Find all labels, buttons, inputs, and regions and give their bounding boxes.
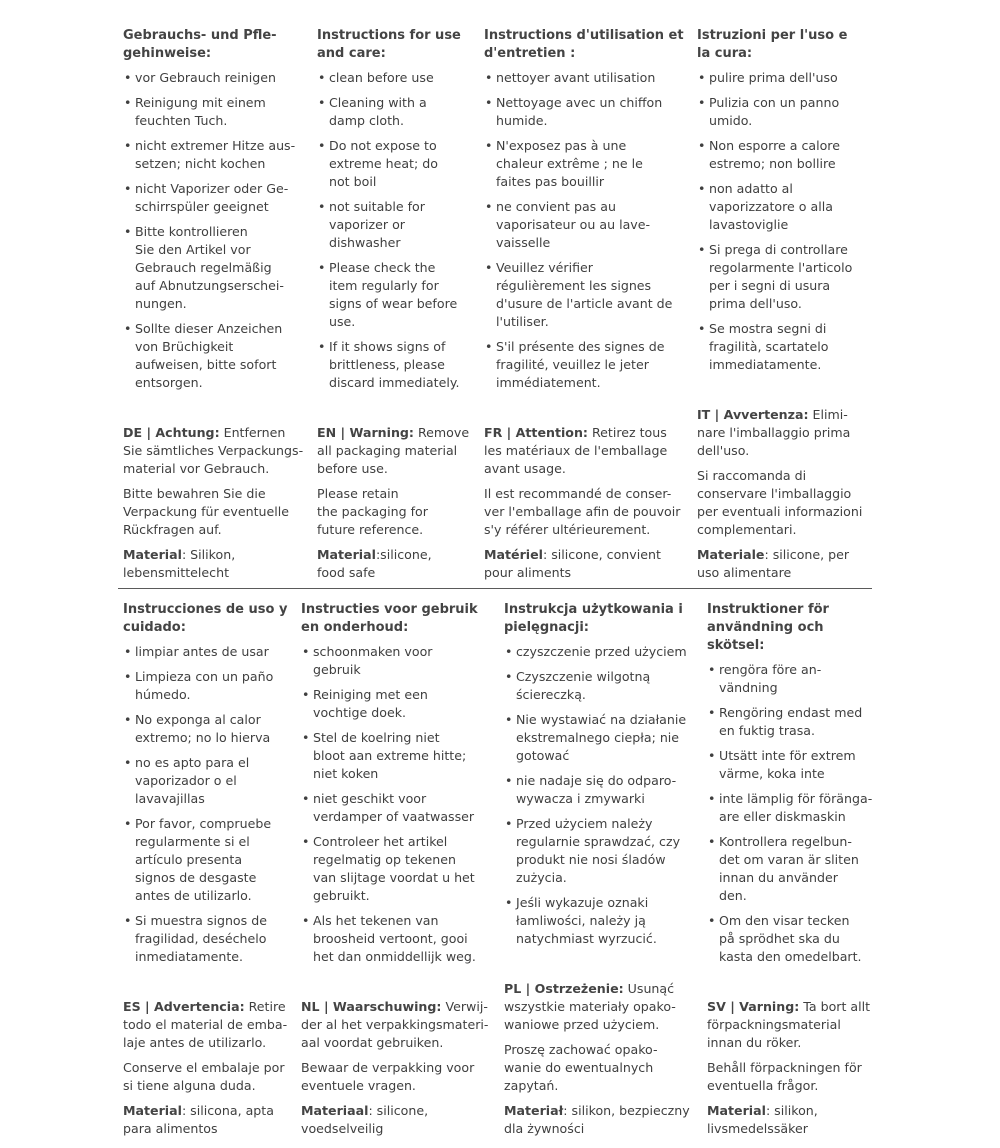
list-item: • Do not expose to extreme heat; do not boil (317, 137, 477, 191)
sv-retain-text: Behåll förpackningen för eventuella frågor. (707, 1060, 862, 1093)
fr-warning-label: FR | Attention: (484, 425, 588, 440)
pl-warning-text: Usunąć wszystkie materiały opako- waniowe przed użyciem. (504, 981, 676, 1032)
fr-instructions-title: Instructions d'utilisation et d'entretien : (484, 28, 684, 61)
list-item: • Pulizia con un panno umido. (697, 94, 875, 130)
pl-material-label: Materiał (504, 1103, 564, 1118)
nl-instructions-list (301, 643, 496, 966)
en-warning-text: Remove all packaging material before use. (317, 425, 470, 476)
sv-warning-block (707, 998, 887, 1145)
list-item: • inte lämplig för föränga- are eller diskmaskin (707, 790, 882, 826)
pl-instructions-list (504, 643, 699, 948)
es-warning-label: ES | Advertencia: (123, 999, 245, 1014)
fr-instructions-list (484, 69, 689, 392)
en-instructions-list (317, 69, 477, 392)
list-item: • no es apto para el vaporizador o el lavavajillas (123, 754, 293, 808)
list-item: • Se mostra segni di fragilità, scartatelo immediatamente. (697, 320, 875, 374)
es-instructions-title: Instrucciones de uso y cuidado: (123, 602, 288, 635)
es-material (123, 1102, 293, 1138)
es-retain-text: Conserve el embalaje por si tiene alguna duda. (123, 1060, 285, 1093)
en-warning-label: EN | Warning: (317, 425, 414, 440)
it-warning (697, 406, 877, 460)
list-item: • nettoyer avant utilisation (484, 69, 689, 87)
list-item: • pulire prima dell'uso (697, 69, 875, 87)
fr-warning (484, 424, 689, 478)
de-warning-block (123, 424, 308, 589)
list-item: • limpiar antes de usar (123, 643, 293, 661)
sv-material-text: : silikon, livsmedelssäker (707, 1103, 818, 1136)
list-item: • Kontrollera regelbun- det om varan är sliten innan du använder den. (707, 833, 882, 905)
es-warning-text: Retire todo el material de emba- laje antes de utilizarlo. (123, 999, 288, 1050)
en-material-text: :silicone, food safe (317, 547, 432, 580)
list-item: • Als het tekenen van broosheid vertoont, gooi het dan onmiddellijk weg. (301, 912, 496, 966)
list-item: • nicht extremer Hitze aus- setzen; nicht kochen (123, 137, 303, 173)
nl-material-label: Materiaal (301, 1103, 369, 1118)
list-item: • N'exposez pas à une chaleur extrême ; ne le faites pas bouillir (484, 137, 689, 191)
nl-material-text: : silicone, voedselveilig (301, 1103, 429, 1136)
en-material-label: Material (317, 547, 376, 562)
column-pl-instructions (504, 601, 699, 955)
list-item: • Reinigung mit einem feuchten Tuch. (123, 94, 303, 130)
column-fr-instructions (484, 27, 689, 399)
de-material-label: Material (123, 547, 182, 562)
list-item: • Veuillez vérifier régulièrement les signes d'usure de l'article avant de l'utiliser. (484, 259, 689, 331)
list-item: • Por favor, compruebe regularmente si el artículo presenta signos de desgaste antes de utilizarlo. (123, 815, 293, 905)
column-nl-instructions (301, 601, 496, 973)
en-warning (317, 424, 477, 478)
list-item: • Controleer het artikel regelmatig op tekenen van slijtage voordat u het gebruikt. (301, 833, 496, 905)
list-item: • Si prega di controllare regolarmente l'articolo per i segni di usura prima dell'uso. (697, 241, 875, 313)
list-item: • not suitable for vaporizer or dishwasher (317, 198, 477, 252)
pl-warning (504, 980, 699, 1034)
list-item: • Jeśli wykazuje oznaki łamliwości, należy ją natychmiast wyrzucić. (504, 894, 699, 948)
list-item: • niet geschikt voor verdamper of vaatwasser (301, 790, 496, 826)
sv-warning-text: Ta bort allt förpackningsmaterial innan du röker. (707, 999, 871, 1050)
pl-material (504, 1102, 699, 1138)
column-es-instructions (123, 601, 293, 973)
list-item: • vor Gebrauch reinigen (123, 69, 303, 87)
es-instructions-list (123, 643, 293, 966)
fr-warning-block (484, 424, 689, 589)
it-warning-block (697, 406, 877, 589)
list-item: • Przed użyciem należy regularnie sprawdzać, czy produkt nie nosi śladów zużycia. (504, 815, 699, 887)
it-retain-text: Si raccomanda di conservare l'imballaggio per eventuali informazioni complementari. (697, 468, 863, 537)
column-de-instructions (123, 27, 303, 399)
it-material (697, 546, 877, 582)
en-retain-text: Please retain the packaging for future reference. (317, 486, 428, 537)
de-warning (123, 424, 308, 478)
pl-retain-text: Proszę zachować opako- wanie do ewentualnych zapytań. (504, 1042, 658, 1093)
list-item: • Sollte dieser Anzeichen von Brüchigkeit aufweisen, bitte sofort entsorgen. (123, 320, 303, 392)
list-item: • Please check the item regularly for signs of wear before use. (317, 259, 477, 331)
list-item: • Limpieza con un paño húmedo. (123, 668, 293, 704)
de-material (123, 546, 308, 582)
list-item: • Reiniging met een vochtige doek. (301, 686, 496, 722)
sv-instructions-title: Instruktioner för användning och skötsel: (707, 602, 829, 653)
section-divider (118, 588, 872, 589)
list-item: • Stel de koelring niet bloot aan extreme hitte; niet koken (301, 729, 496, 783)
pl-warning-label: PL | Ostrzeżenie: (504, 981, 624, 996)
pl-material-text: : silikon, bezpieczny dla żywności (504, 1103, 690, 1136)
en-warning-block (317, 424, 477, 589)
nl-warning-text: Verwij- der al het verpakkingsmateri- aal voordat gebruiken. (301, 999, 489, 1050)
fr-material-label: Matériel (484, 547, 543, 562)
en-instructions-title: Instructions for use and care: (317, 28, 461, 61)
es-material-text: : silicona, apta para alimentos (123, 1103, 274, 1136)
sv-material (707, 1102, 887, 1138)
nl-warning (301, 998, 496, 1052)
de-instructions-title: Gebrauchs- und Pfle- gehinweise: (123, 28, 277, 61)
de-warning-label: DE | Achtung: (123, 425, 220, 440)
list-item: • nie nadaje się do odparo- wywacza i zmywarki (504, 772, 699, 808)
list-item: • Rengöring endast med en fuktig trasa. (707, 704, 882, 740)
es-warning (123, 998, 293, 1052)
es-warning-block (123, 998, 293, 1145)
nl-warning-block (301, 998, 496, 1145)
list-item: • clean before use (317, 69, 477, 87)
de-warning-text: Entfernen Sie sämtliches Verpackungs- material vor Gebrauch. (123, 425, 304, 476)
list-item: • Utsätt inte för extrem värme, koka inte (707, 747, 882, 783)
sv-warning-label: SV | Varning: (707, 999, 800, 1014)
list-item: • Czyszczenie wilgotną ściereczką. (504, 668, 699, 704)
list-item: • czyszczenie przed użyciem (504, 643, 699, 661)
it-material-label: Materiale (697, 547, 765, 562)
sv-material-label: Material (707, 1103, 766, 1118)
list-item: • No exponga al calor extremo; no lo hierva (123, 711, 293, 747)
it-warning-text: Elimi- nare l'imballaggio prima dell'uso. (697, 407, 851, 458)
list-item: • Nettoyage avec un chiffon humide. (484, 94, 689, 130)
sv-instructions-list (707, 661, 882, 966)
nl-material (301, 1102, 496, 1138)
list-item: • If it shows signs of brittleness, please discard immediately. (317, 338, 477, 392)
column-en-instructions (317, 27, 477, 399)
it-instructions-list (697, 69, 875, 374)
fr-material-text: : silicone, convient pour aliments (484, 547, 661, 580)
list-item: • non adatto al vaporizzatore o alla lavastoviglie (697, 180, 875, 234)
list-item: • Si muestra signos de fragilidad, deséchelo inmediatamente. (123, 912, 293, 966)
en-material (317, 546, 477, 582)
list-item: • Non esporre a calore estremo; non bollire (697, 137, 875, 173)
list-item: • S'il présente des signes de fragilité, veuillez le jeter immédiatement. (484, 338, 689, 392)
pl-warning-block (504, 980, 699, 1145)
fr-warning-text: Retirez tous les matériaux de l'emballage avant usage. (484, 425, 668, 476)
it-warning-label: IT | Avvertenza: (697, 407, 809, 422)
pl-instructions-title: Instrukcja użytkowania i pielęgnacji: (504, 602, 683, 635)
column-it-instructions (697, 27, 875, 381)
column-sv-instructions (707, 601, 882, 973)
list-item: • nicht Vaporizer oder Ge- schirrspüler geeignet (123, 180, 303, 216)
it-instructions-title: Istruzioni per l'uso e la cura: (697, 28, 848, 61)
es-material-label: Material (123, 1103, 182, 1118)
list-item: • Bitte kontrollieren Sie den Artikel vor Gebrauch regelmäßig auf Abnutzungserschei- nungen. (123, 223, 303, 313)
list-item: • Cleaning with a damp cloth. (317, 94, 477, 130)
de-instructions-list (123, 69, 303, 392)
nl-retain-text: Bewaar de verpakking voor eventuele vragen. (301, 1060, 475, 1093)
list-item: • Om den visar tecken på sprödhet ska du kasta den omedelbart. (707, 912, 882, 966)
fr-retain-text: Il est recommandé de conser- ver l'emballage afin de pouvoir s'y référer ultérieurement. (484, 486, 681, 537)
list-item: • schoonmaken voor gebruik (301, 643, 496, 679)
nl-warning-label: NL | Waarschuwing: (301, 999, 442, 1014)
list-item: • rengöra före an- vändning (707, 661, 882, 697)
de-retain-text: Bitte bewahren Sie die Verpackung für eventuelle Rückfragen auf. (123, 486, 290, 537)
it-material-text: : silicone, per uso alimentare (697, 547, 850, 580)
list-item: • Nie wystawiać na działanie ekstremalnego ciepła; nie gotować (504, 711, 699, 765)
list-item: • ne convient pas au vaporisateur ou au lave- vaisselle (484, 198, 689, 252)
nl-instructions-title: Instructies voor gebruik en onderhoud: (301, 602, 478, 635)
de-material-text: : Silikon, lebensmittelecht (123, 547, 236, 580)
sv-warning (707, 998, 887, 1052)
fr-material (484, 546, 689, 582)
